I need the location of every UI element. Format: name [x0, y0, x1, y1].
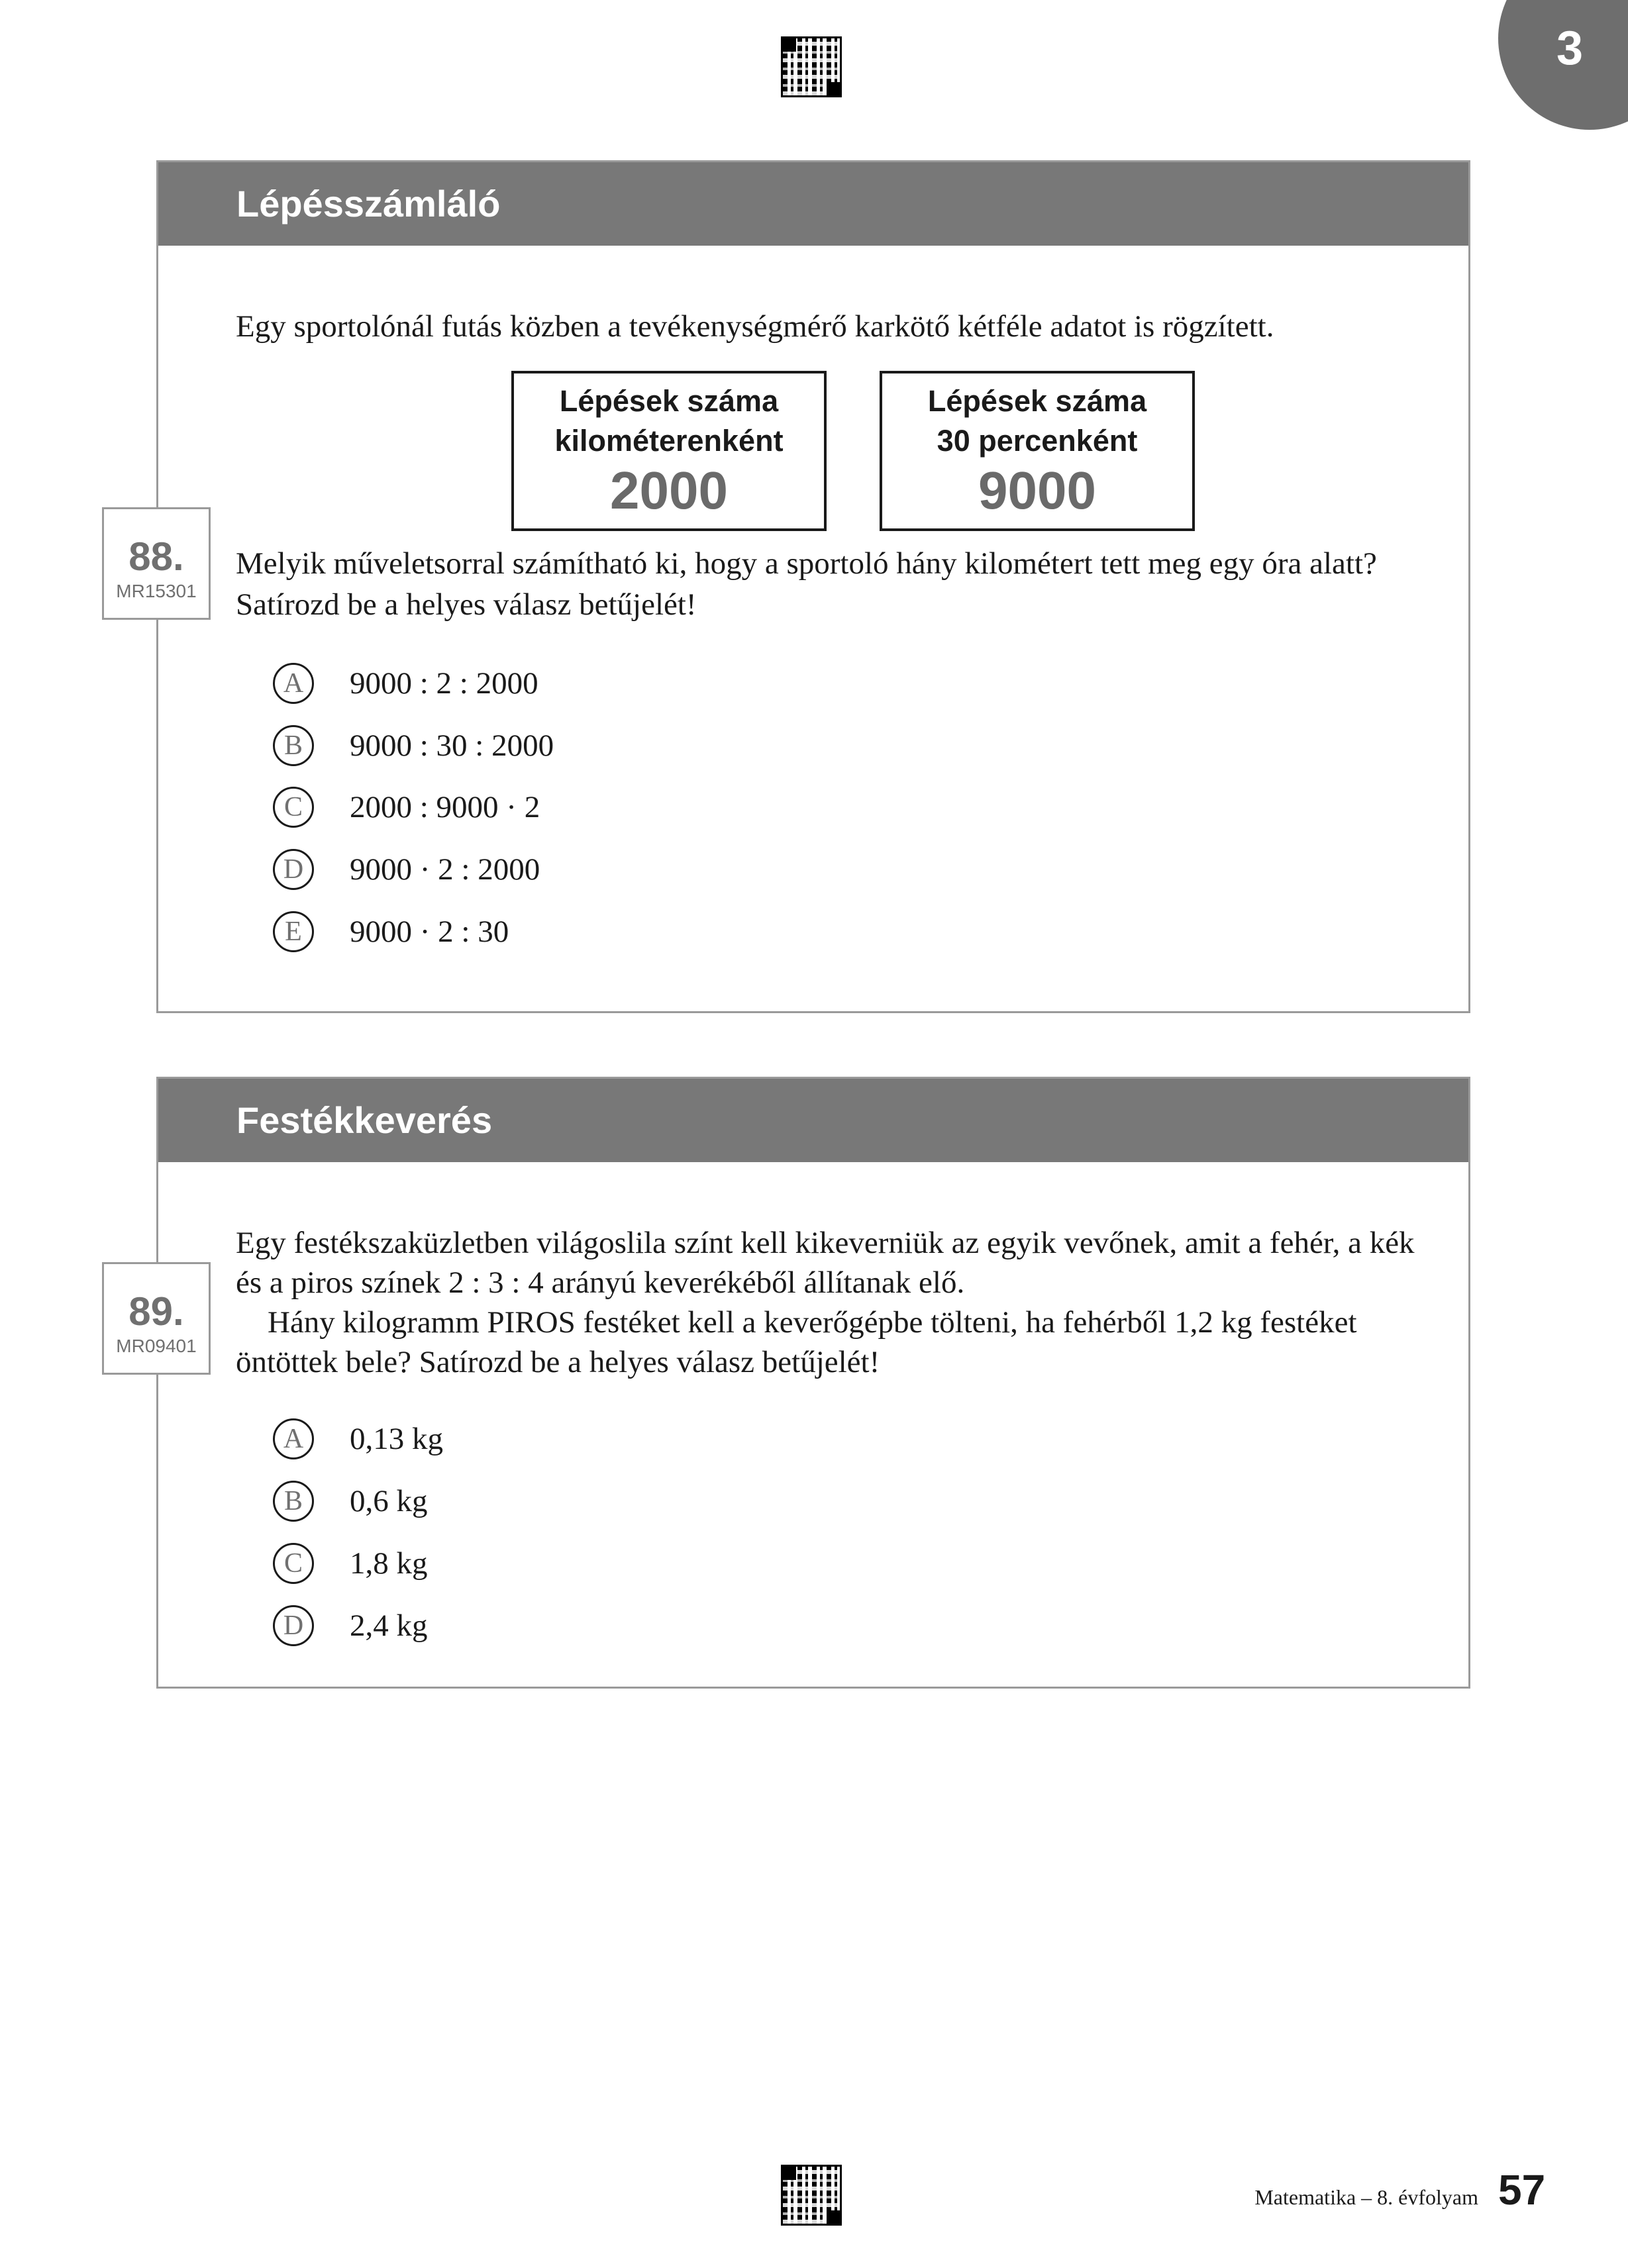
answer-text: 0,13 kg — [350, 1422, 443, 1456]
task-89-line-3: Hány kilogramm PIROS festéket kell a keverőgépbe tölteni, ha fehérből 1,2 kg festéket — [268, 1305, 1357, 1340]
answer-letter-circle[interactable]: B — [273, 1481, 314, 1522]
question-number-box-88 — [102, 507, 211, 620]
answer-option-88-d[interactable] — [273, 846, 540, 893]
answer-option-88-e[interactable] — [273, 909, 509, 955]
answer-letter-circle[interactable]: C — [273, 1543, 314, 1584]
answer-option-89-d[interactable] — [273, 1602, 428, 1649]
answer-letter-circle[interactable]: D — [273, 849, 314, 890]
answer-option-89-a[interactable] — [273, 1416, 443, 1462]
answer-option-88-b[interactable] — [273, 722, 554, 769]
answer-letter-circle[interactable]: C — [273, 787, 314, 828]
page-number: 57 — [1498, 2166, 1546, 2214]
info-box-value: 2000 — [610, 461, 728, 520]
task-89-line-2: és a piros színek 2 : 3 : 4 arányú keverékéből állítanak elő. — [236, 1265, 965, 1300]
answer-text: 1,8 kg — [350, 1546, 428, 1581]
question-number: 89. — [128, 1289, 184, 1334]
task-89-line-4: öntöttek bele? Satírozd be a helyes válasz betűjelét! — [236, 1345, 880, 1379]
task-88-question-line-2: Satírozd be a helyes válasz betűjelét! — [236, 587, 697, 622]
answer-option-89-b[interactable] — [273, 1478, 428, 1524]
answer-text: 9000 · 2 : 30 — [350, 914, 509, 949]
answer-letter-circle[interactable]: B — [273, 725, 314, 766]
task-89-line-1: Egy festékszaküzletben világoslila színt kell kikeverniük az egyik vevőnek, amit a fehér, a kék — [236, 1226, 1415, 1260]
info-box-value: 9000 — [978, 461, 1096, 520]
footer-subject: Matematika – 8. évfolyam — [1254, 2185, 1478, 2209]
info-box-label-1: Lépések száma — [927, 384, 1147, 418]
answer-option-88-a[interactable] — [273, 660, 538, 707]
answer-letter-circle[interactable]: D — [273, 1605, 314, 1646]
answer-option-89-c[interactable] — [273, 1540, 428, 1587]
question-code: MR15301 — [116, 581, 197, 601]
answer-option-88-c[interactable] — [273, 784, 540, 830]
answer-text: 2,4 kg — [350, 1608, 428, 1643]
answer-letter-circle[interactable]: E — [273, 911, 314, 952]
question-number: 88. — [128, 534, 184, 579]
answer-text: 9000 · 2 : 2000 — [350, 852, 540, 887]
answer-text: 9000 : 30 : 2000 — [350, 728, 554, 763]
chapter-number: 3 — [1556, 22, 1584, 75]
answer-text: 2000 : 9000 · 2 — [350, 790, 540, 824]
info-box-label-1: Lépések száma — [559, 384, 779, 418]
task-89-box — [156, 1077, 1470, 1689]
task-88-intro: Egy sportolónál futás közben a tevékenységmérő karkötő kétféle adatot is rögzített. — [236, 309, 1274, 344]
bottom-datamatrix-code — [783, 2167, 840, 2224]
info-box-label-2: 30 percenként — [937, 424, 1138, 458]
info-box-label-2: kilométerenként — [554, 424, 784, 458]
answer-text: 0,6 kg — [350, 1484, 428, 1518]
top-datamatrix-code — [783, 38, 840, 95]
answer-text: 9000 : 2 : 2000 — [350, 666, 538, 701]
info-box-steps-per-30min — [880, 371, 1195, 531]
info-box-steps-per-km — [511, 371, 827, 531]
task-88-question-line-1: Melyik műveletsorral számítható ki, hogy a sportoló hány kilométert tett meg egy óra alatt? — [236, 546, 1377, 581]
answer-letter-circle[interactable]: A — [273, 1418, 314, 1459]
question-number-box-89 — [102, 1262, 211, 1375]
task-89-title: Festékkeverés — [158, 1079, 1468, 1162]
answer-letter-circle[interactable]: A — [273, 663, 314, 704]
question-code: MR09401 — [116, 1336, 197, 1356]
task-88-title: Lépésszámláló — [158, 162, 1468, 246]
